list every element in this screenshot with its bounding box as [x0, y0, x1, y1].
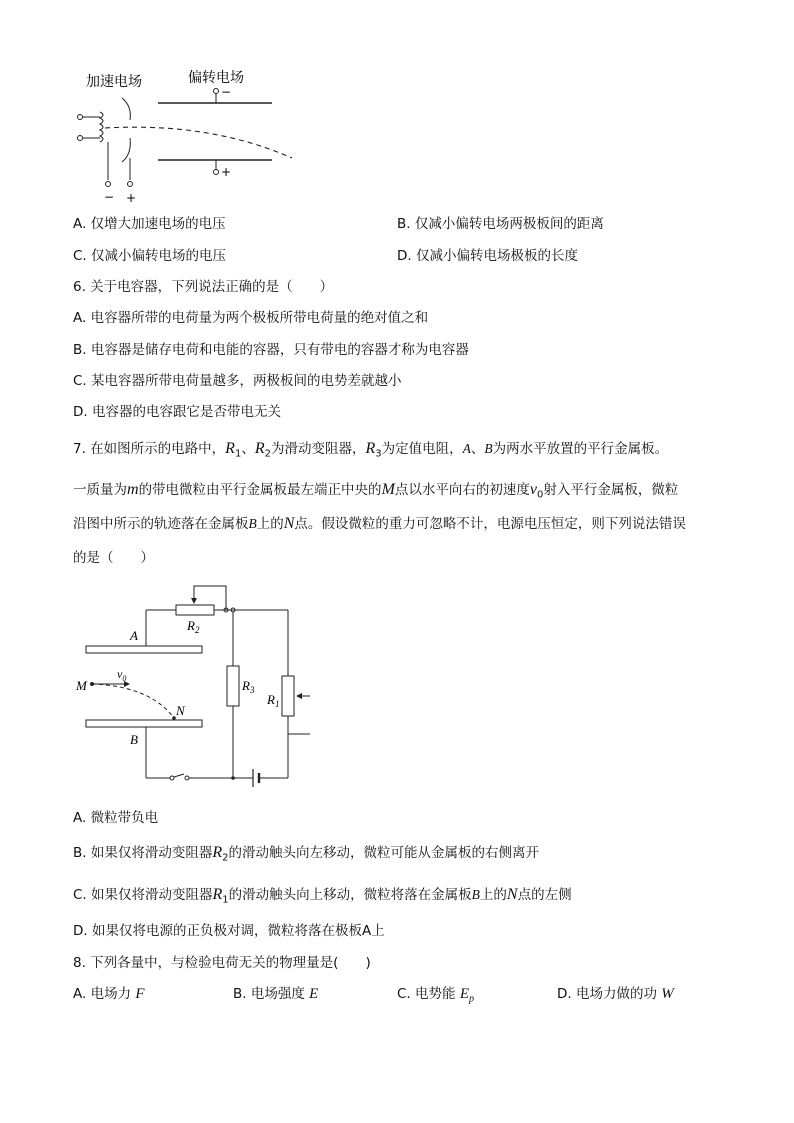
label-plate-b: B — [130, 732, 138, 747]
q7-option-b[interactable]: B. 如果仅将滑动变阻器$R_2$的滑动触头向左移动，微粒可能从金属板的右侧离开 — [73, 844, 539, 864]
plate-a — [86, 646, 202, 653]
bottom-sign: + — [221, 165, 232, 179]
anode-lower — [122, 138, 130, 162]
resistor-r3 — [227, 666, 239, 706]
bottom-terminal — [214, 170, 219, 175]
anode-upper — [122, 98, 130, 120]
q6-stem: 6. 关于电容器，下列说法正确的是（ ） — [73, 279, 334, 295]
q7-option-d[interactable]: D. 如果仅将电源的正负极对调，微粒将落在极板A上 — [73, 923, 385, 939]
plate-b — [86, 720, 202, 727]
label-m: M — [76, 678, 87, 693]
resistor-r1 — [282, 676, 294, 716]
figure-circuit — [70, 578, 310, 796]
q7-stem-line2: 一质量为m的带电微粒由平行金属板最左端正中央的M点以水平向右的初速度$v_0$射入平行金属板，微粒 — [73, 481, 679, 501]
q8-option-d[interactable]: D. 电场力做的功 W — [557, 986, 674, 1002]
electron-trajectory — [105, 127, 292, 158]
q5-option-a[interactable]: A. 仅增大加速电场的电压 — [73, 216, 226, 232]
switch — [174, 774, 184, 777]
top-terminal — [214, 89, 219, 94]
resistor-r2 — [176, 605, 214, 615]
q6-option-a[interactable]: A. 电容器所带的电荷量为两个极板所带电荷量的绝对值之和 — [73, 310, 429, 326]
label-accel-field: 加速电场 — [86, 74, 142, 90]
label-deflect-field: 偏转电场 — [188, 70, 244, 86]
anode-sign: + — [126, 191, 137, 205]
q6-option-c[interactable]: C. 某电容器所带电荷量越多，两极板间的电势差就越小 — [73, 373, 402, 389]
label-r2: $R_2$ — [187, 618, 200, 635]
filament-coil — [100, 112, 103, 142]
q5-option-d[interactable]: D. 仅减小偏转电场极板的长度 — [397, 248, 578, 264]
particle-trajectory — [92, 684, 174, 718]
figure-accel-deflect — [60, 60, 320, 210]
q7-option-c[interactable]: C. 如果仅将滑动变阻器$R_1$的滑动触头向上移动，微粒将落在金属板B上的N点的左侧 — [73, 886, 572, 906]
label-v0: $v_0$ — [117, 667, 127, 683]
cathode-sign: − — [104, 190, 115, 204]
q8-option-c[interactable]: C. 电势能 $E_p$ — [397, 986, 474, 1005]
q8-stem: 8. 下列各量中，与检验电荷无关的物理量是( ) — [73, 955, 371, 971]
label-r3: $R_3$ — [242, 678, 255, 695]
label-r1: $R_1$ — [267, 692, 280, 709]
q6-option-b[interactable]: B. 电容器是储存电荷和电能的容器，只有带电的容器才称为电容器 — [73, 342, 469, 358]
q6-option-d[interactable]: D. 电容器的电容跟它是否带电无关 — [73, 404, 281, 420]
q8-option-a[interactable]: A. 电场力 F — [73, 986, 145, 1002]
top-sign: − — [221, 85, 232, 99]
q7-stem-line4: 的是（ ） — [73, 550, 154, 566]
label-plate-a: A — [130, 628, 138, 643]
q5-option-b[interactable]: B. 仅减小偏转电场两极板间的距离 — [397, 216, 604, 232]
q5-option-c[interactable]: C. 仅减小偏转电场的电压 — [73, 248, 227, 264]
q8-option-b[interactable]: B. 电场强度 E — [233, 986, 319, 1002]
q7-stem-line1: 7. 在如图所示的电路中，$R_1$、$R_2$为滑动变阻器，$R_3$为定值电阻，A、B为两水平放置的平行金属板。 — [73, 440, 669, 460]
label-n: N — [176, 703, 185, 718]
q7-option-a[interactable]: A. 微粒带负电 — [73, 810, 159, 826]
q7-stem-line3: 沿图中所示的轨迹落在金属板B上的N点。假设微粒的重力可忽略不计，电源电压恒定，则下列说法错误 — [73, 515, 686, 532]
